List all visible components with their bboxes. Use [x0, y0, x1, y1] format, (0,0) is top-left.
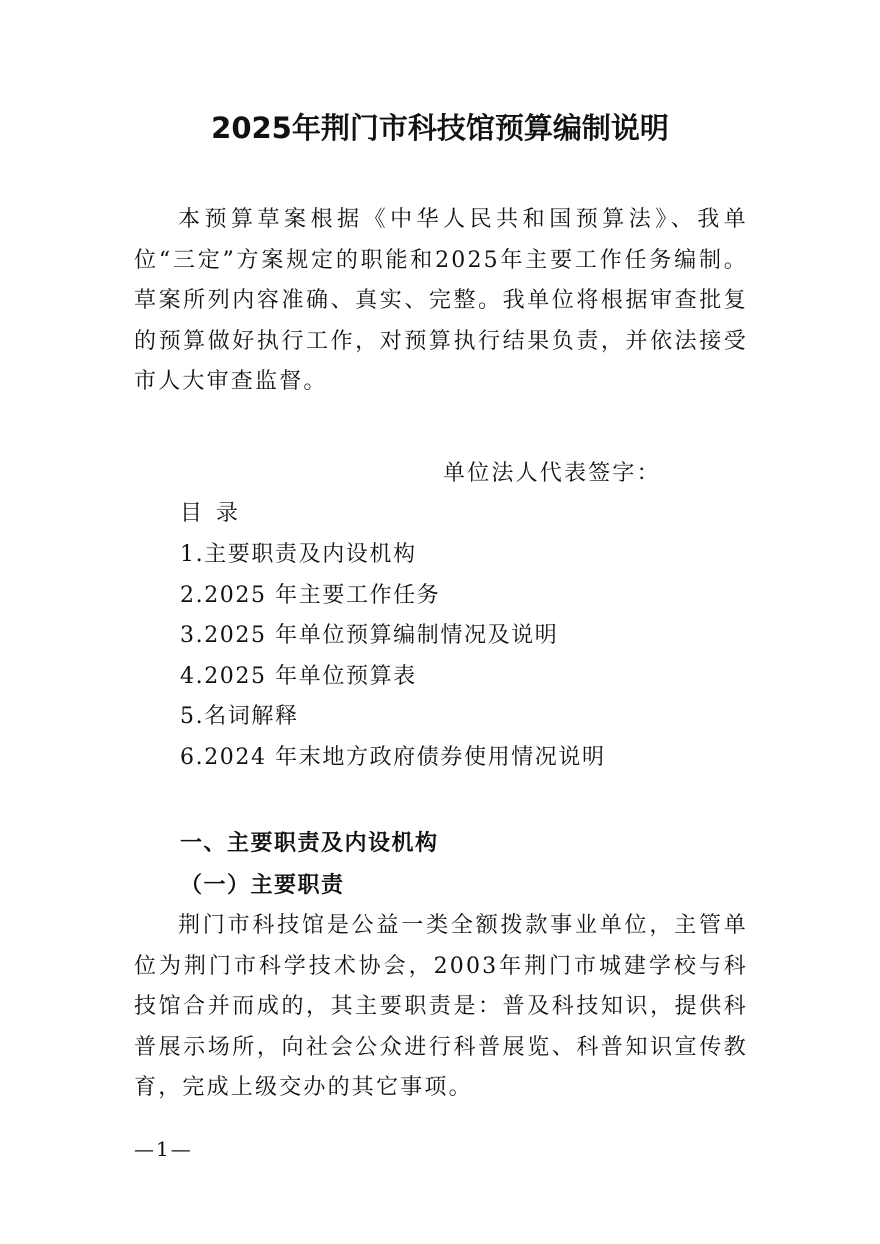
- toc-item: 2.2025 年主要工作任务: [180, 582, 441, 608]
- signature-label: 单位法人代表签字：: [443, 461, 661, 486]
- toc-title: 目录: [180, 501, 253, 526]
- toc-item: 5.名词解释: [180, 704, 299, 730]
- section-subheading: （一）主要职责: [180, 873, 345, 898]
- toc-item: 4.2025 年单位预算表: [180, 663, 417, 689]
- page-number: —1—: [134, 1137, 193, 1161]
- duties-paragraph: 荆门市科技馆是公益一类全额拨款事业单位，主管单位为荆门市科学技术协会，2003年荆门市城建学校与科技馆合并而成的，其主要职责是：普及科技知识，提供科普展示场所，向社会公众进行科普展览、科普知识宣传教育，完成上级交办的其它事项。: [134, 913, 748, 1100]
- table-of-contents: [180, 535, 606, 779]
- section-heading: 一、主要职责及内设机构: [180, 831, 439, 856]
- toc-item: 3.2025 年单位预算编制情况及说明: [180, 623, 559, 649]
- toc-item: 1.主要职责及内设机构: [180, 542, 417, 567]
- document-title: 2025年荆门市科技馆预算编制说明: [211, 111, 669, 145]
- intro-paragraph: 本预算草案根据《中华人民共和国预算法》、我单位“三定”方案规定的职能和2025年主要工作任务编制。草案所列内容准确、真实、完整。我单位将根据审查批复的预算做好执行工作，对预算执行结果负责，并依法接受市人大审查监督。: [134, 207, 748, 394]
- toc-item: 6.2024 年末地方政府债券使用情况说明: [180, 744, 606, 770]
